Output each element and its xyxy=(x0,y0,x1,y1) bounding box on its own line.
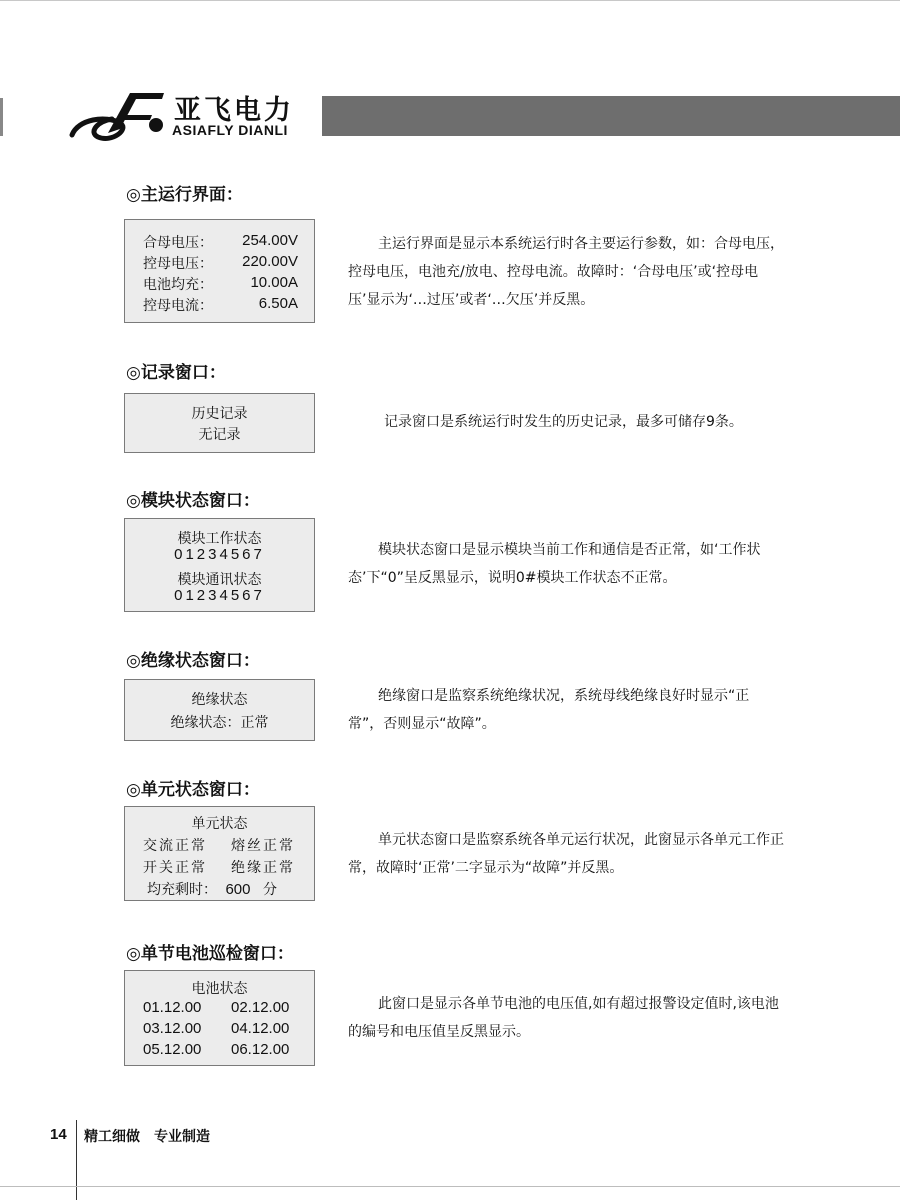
top-rule xyxy=(0,0,900,1)
unit-status-ac: 交流正常 xyxy=(143,838,207,854)
unit-status-switch: 开关正常 xyxy=(143,860,207,876)
battery-cell: 02.12.00 xyxy=(231,999,290,1016)
row-value: 6.50A xyxy=(258,295,298,312)
unit-remain-row xyxy=(147,879,277,899)
battery-heading: 电池状态 xyxy=(191,981,248,997)
panel-insulation-display xyxy=(124,679,315,741)
section-title-main: ◎主运行界面： xyxy=(126,185,243,205)
module-work-label: 模块工作状态 xyxy=(177,531,262,547)
module-work-digits: 01234567 xyxy=(174,546,265,563)
unit-status-insulation: 绝缘正常 xyxy=(231,860,295,876)
row-value: 10.00A xyxy=(250,274,298,291)
row-value: 254.00V xyxy=(242,232,298,249)
page-number: 14 xyxy=(50,1126,67,1143)
unit-heading: 单元状态 xyxy=(191,816,248,832)
asiafly-logo-icon xyxy=(68,85,172,145)
remain-value: 600 xyxy=(225,881,251,898)
battery-cell: 04.12.00 xyxy=(231,1020,290,1037)
row-label: 合母电压： xyxy=(143,235,213,251)
brand-name-en: ASIAFLY DIANLI xyxy=(172,122,288,138)
battery-cell: 05.12.00 xyxy=(143,1041,202,1058)
left-edge-mark xyxy=(0,98,3,136)
description-battery: 此窗口是显示各单节电池的电压值,如有超过报警设定值时,该电池的编号和电压值呈反黑显示。 xyxy=(348,996,779,1040)
footer-slogan: 精工细做 专业制造 xyxy=(84,1129,210,1145)
description-insulation: 绝缘窗口是监察系统绝缘状况，系统母线绝缘良好时显示“正常”，否则显示“故障”。 xyxy=(348,688,750,732)
section-title-battery: ◎单节电池巡检窗口： xyxy=(126,944,294,964)
unit-status-fuse: 熔丝正常 xyxy=(231,838,295,854)
module-comm-digits: 01234567 xyxy=(174,587,265,604)
insulation-heading: 绝缘状态 xyxy=(191,692,248,708)
record-heading: 历史记录 xyxy=(191,406,248,422)
insulation-status: 绝缘状态：正常 xyxy=(170,715,269,731)
section-title-unit: ◎单元状态窗口： xyxy=(126,780,260,800)
module-comm-label: 模块通讯状态 xyxy=(177,572,262,588)
battery-cell: 03.12.00 xyxy=(143,1020,202,1037)
description-main: 主运行界面是显示本系统运行时各主要运行参数，如：合母电压，控母电压，电池充/放电、控母电流。故障时：‘合母电压’或‘控母电压’显示为‘…过压’或者‘…欠压’并反黑。 xyxy=(348,236,784,308)
section-title-insulation: ◎绝缘状态窗口： xyxy=(126,651,260,671)
header-bar xyxy=(322,96,900,136)
description-unit: 单元状态窗口是监察系统各单元运行状况，此窗显示各单元工作正常，故障时‘正常’二字显示为“故障”并反黑。 xyxy=(348,832,784,876)
section-title-module: ◎模块状态窗口： xyxy=(126,491,260,511)
company-logo xyxy=(68,85,318,145)
row-label: 控母电压： xyxy=(143,256,213,272)
row-value: 220.00V xyxy=(242,253,298,270)
panel-battery-display xyxy=(124,970,315,1066)
row-label: 电池均充： xyxy=(143,277,213,293)
description-record: 记录窗口是系统运行时发生的历史记录，最多可储存9条。 xyxy=(384,414,743,430)
panel-unit-display xyxy=(124,806,315,901)
remain-label: 均充剩时： xyxy=(147,882,217,898)
footer-rule xyxy=(0,1186,900,1187)
battery-cell: 01.12.00 xyxy=(143,999,202,1016)
section-title-record: ◎记录窗口： xyxy=(126,363,226,383)
panel-main-display xyxy=(124,219,315,323)
panel-record-display xyxy=(124,393,315,453)
description-module: 模块状态窗口是显示模块当前工作和通信是否正常，如‘工作状态’下“0”呈反黑显示，说明0#模块工作状态不正常。 xyxy=(348,542,761,586)
brand-name-cn: 亚飞电力 xyxy=(174,95,294,126)
row-label: 控母电流： xyxy=(143,298,213,314)
record-status: 无记录 xyxy=(198,427,241,443)
battery-cell: 06.12.00 xyxy=(231,1041,290,1058)
panel-module-display xyxy=(124,518,315,612)
remain-unit: 分 xyxy=(262,882,277,898)
footer-divider xyxy=(76,1120,77,1200)
